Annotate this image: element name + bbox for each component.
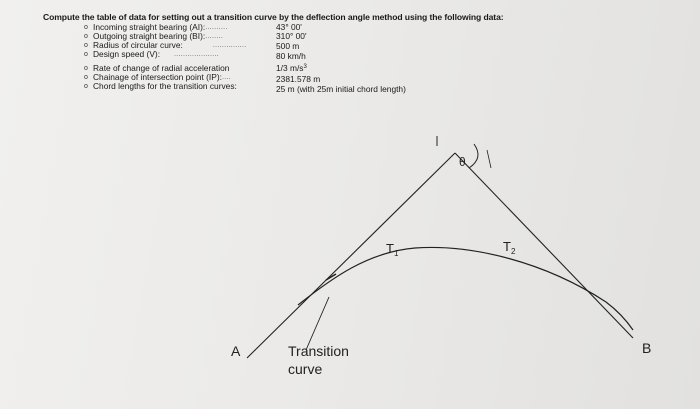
t1-subscript: 1: [393, 249, 399, 258]
leader-dots: ..........: [205, 23, 228, 31]
point-i-label: [433, 134, 436, 146]
item-label: Rate of change of radial acceleration: [93, 63, 230, 73]
leader-dots: ....................: [174, 50, 219, 58]
deflection-angle-arc: [469, 144, 478, 168]
leader-dots: ........: [205, 32, 224, 40]
bullet-icon: o: [84, 73, 88, 81]
value-text: 1/3 m/s: [276, 63, 304, 73]
question-intro: Compute the table of data for setting out a transition curve by the deflection angle method using the following data:: [43, 12, 504, 22]
item-label: Design speed (V):: [93, 49, 161, 59]
item-value: 2381.578 m: [276, 74, 321, 84]
t1-label: [386, 241, 398, 258]
item-label: Radius of circular curve:: [93, 40, 183, 50]
transition-label-line1: Transition: [288, 343, 349, 359]
item-label: Chainage of intersection point (IP):: [93, 72, 222, 82]
item-value: 500 m: [276, 41, 300, 51]
leader-dots: ....: [221, 73, 231, 81]
incoming-straight-line: [247, 153, 455, 358]
point-b-label: B: [642, 340, 652, 356]
t2-subscript: 2: [510, 247, 516, 256]
deflection-extension-line: [487, 150, 491, 168]
bullet-icon: o: [84, 41, 88, 49]
bullet-icon: o: [84, 32, 88, 40]
item-value: 25 m (with 25m initial chord length): [276, 84, 406, 94]
item-value: 80 km/h: [276, 51, 306, 61]
bullet-icon: o: [84, 64, 88, 72]
point-a-label: A: [231, 343, 241, 359]
item-value: 43° 00': [276, 22, 302, 32]
t2-letter: T: [503, 239, 511, 254]
bullet-icon: o: [84, 50, 88, 58]
transition-label-line2: curve: [288, 361, 323, 377]
value-exponent: 3: [303, 64, 307, 70]
outgoing-straight-line: [455, 153, 633, 338]
bullet-icon: o: [84, 23, 88, 31]
t2-label: [503, 239, 515, 256]
t1-letter: T: [386, 241, 394, 256]
item-label: Outgoing straight bearing (BI):: [93, 31, 206, 41]
item-value: 310° 00': [276, 31, 307, 41]
item-label: Chord lengths for the transition curves:: [93, 81, 237, 91]
leader-dots: ...............: [212, 41, 247, 49]
theta-label: θ: [459, 155, 466, 169]
curve-arc: [298, 247, 633, 330]
bullet-icon: o: [84, 82, 88, 90]
item-label: Incoming straight bearing (AI):: [93, 22, 206, 32]
